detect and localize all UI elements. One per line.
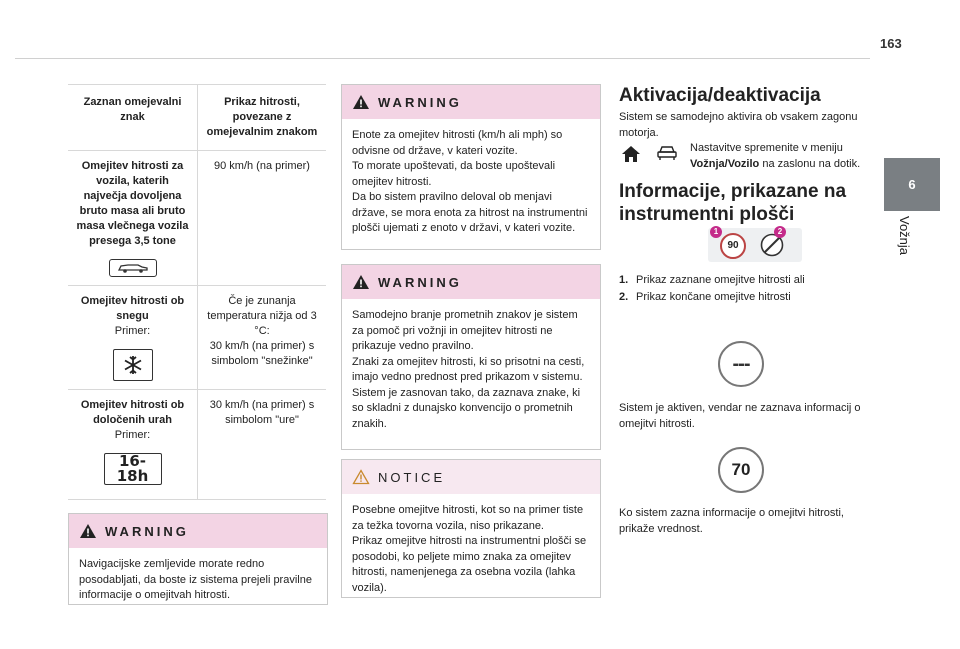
page-number: 163 — [880, 36, 902, 51]
warning-title: WARNING — [378, 274, 462, 290]
warning-icon — [79, 523, 97, 539]
warning-icon — [352, 94, 370, 110]
paragraph-no-info: Sistem je aktiven, vendar ne zaznava informacij o omejitvi hitrosti. — [619, 402, 861, 430]
truck-icon — [109, 259, 157, 277]
list-item: 2. Prikaz končane omejitve hitrosti — [619, 290, 791, 303]
table-header-display: Prikaz hitrosti, povezane z omejevalnim znakom — [197, 85, 326, 150]
table-cell-value: Če je zunanja temperatura nižja od 3 °C: 30 km/h (na primer) s simbolom "snežinke" — [197, 286, 326, 389]
warning-body: Enote za omejitev hitrosti (km/h ali mph) so odvisne od države, v kateri vozite. To morate upoštevati, da boste upoštevali omejitev hitrosti. Da bo sistem pravilno deloval ob menjavi države, se mora enota za hitrost na instrumentni plošči ujemati z enoto v državi, v kateri vozite. — [352, 129, 588, 234]
table-row — [68, 390, 326, 499]
sign-table — [68, 84, 326, 500]
warning-box-units — [341, 84, 601, 250]
row-title: Omejitev hitrosti ob določenih urah — [80, 399, 185, 426]
paragraph-value-shown: Ko sistem zazna informacije o omejitvi hitrosti, prikaže vrednost. — [619, 507, 844, 535]
time-sign-text: 16-18h — [116, 452, 149, 485]
instrument-display — [708, 228, 802, 262]
notice-body: Posebne omejitve hitrosti, kot so na primer tiste za težka tovorna vozila, niso prikazane. Prikaz omejitve hitrosti na instrumentni plošči se posodobi, ko peljete mimo znaka za omejitev hitrosti, namenjenega za osebna vozila (lahka vozila). — [352, 504, 587, 594]
warning-title: WARNING — [378, 94, 462, 110]
notice-header — [342, 460, 600, 494]
warning-box-navigation — [68, 513, 328, 605]
settings-instruction: Nastavitve spremenite v meniju Vožnja/Vozilo na zaslonu na dotik. — [690, 142, 861, 170]
notice-title: NOTICE — [378, 469, 446, 485]
table-row — [68, 151, 326, 286]
table-header-sign: Zaznan omejevalni znak — [83, 96, 182, 123]
notice-box — [341, 459, 601, 598]
row-title: Omejitev hitrosti za vozila, katerih največja dovoljena bruto masa ali bruto masa vlečnega vozila presega 3,5 tone — [76, 160, 189, 247]
row-subtitle: Primer: — [114, 429, 151, 441]
no-info-symbol: --- — [718, 341, 764, 387]
table-cell-sign — [68, 286, 197, 389]
warning-body: Navigacijske zemljevide morate redno posodabljati, da boste iz sistema prejeli pravilne informacije o omejitvah hitrosti. — [79, 558, 312, 601]
warning-icon — [352, 274, 370, 290]
speed-limit-sign: 90 — [720, 233, 746, 259]
warning-body: Samodejno branje prometnih znakov je sistem za pomoč pri vožnji in omejitev hitrosti ne prikazuje vedno pravilno. Znaki za omejitev hitrosti, ki so prisotni na cesti, imajo vedno prednost pred prikazom v sistemu. Sistem je zasnovan tako, da zaznava znake, ki so skladni z dunajsko konvencijo o prometnih znakih. — [352, 309, 585, 430]
table-header-row — [68, 85, 326, 151]
chapter-tab[interactable]: 6 — [884, 158, 940, 211]
heading-activation: Aktivacija/deaktivacija — [619, 85, 821, 106]
table-cell-value: 30 km/h (na primer) s simbolom "ure" — [197, 390, 326, 499]
home-icon — [621, 145, 641, 168]
table-cell-sign — [68, 151, 197, 285]
paragraph-activation: Sistem se samodejno aktivira ob vsakem zagonu motorja. — [619, 111, 858, 139]
chapter-label: Vožnja — [897, 216, 912, 256]
warning-header — [342, 265, 600, 299]
callout-2: 2 — [774, 226, 786, 238]
top-divider — [15, 58, 870, 59]
callout-1: 1 — [710, 226, 722, 238]
table-row — [68, 286, 326, 390]
snowflake-icon — [113, 349, 153, 381]
table-cell-value: 90 km/h (na primer) — [197, 151, 326, 285]
car-icon — [656, 143, 678, 168]
time-sign-icon — [104, 453, 162, 485]
row-subtitle: Primer: — [114, 325, 151, 337]
warning-title: WARNING — [105, 523, 189, 539]
speed-value-symbol: 70 — [718, 447, 764, 493]
table-cell-sign — [68, 390, 197, 499]
row-title: Omejitev hitrosti ob snegu — [80, 295, 185, 322]
warning-header — [342, 85, 600, 119]
display-legend-list — [619, 273, 816, 304]
heading-display-info: Informacije, prikazane na instrumentni plošči — [619, 181, 847, 225]
notice-icon — [352, 469, 370, 485]
warning-header — [69, 514, 327, 548]
warning-box-reading — [341, 264, 601, 450]
list-item: 1. Prikaz zaznane omejitve hitrosti ali — [619, 274, 805, 286]
